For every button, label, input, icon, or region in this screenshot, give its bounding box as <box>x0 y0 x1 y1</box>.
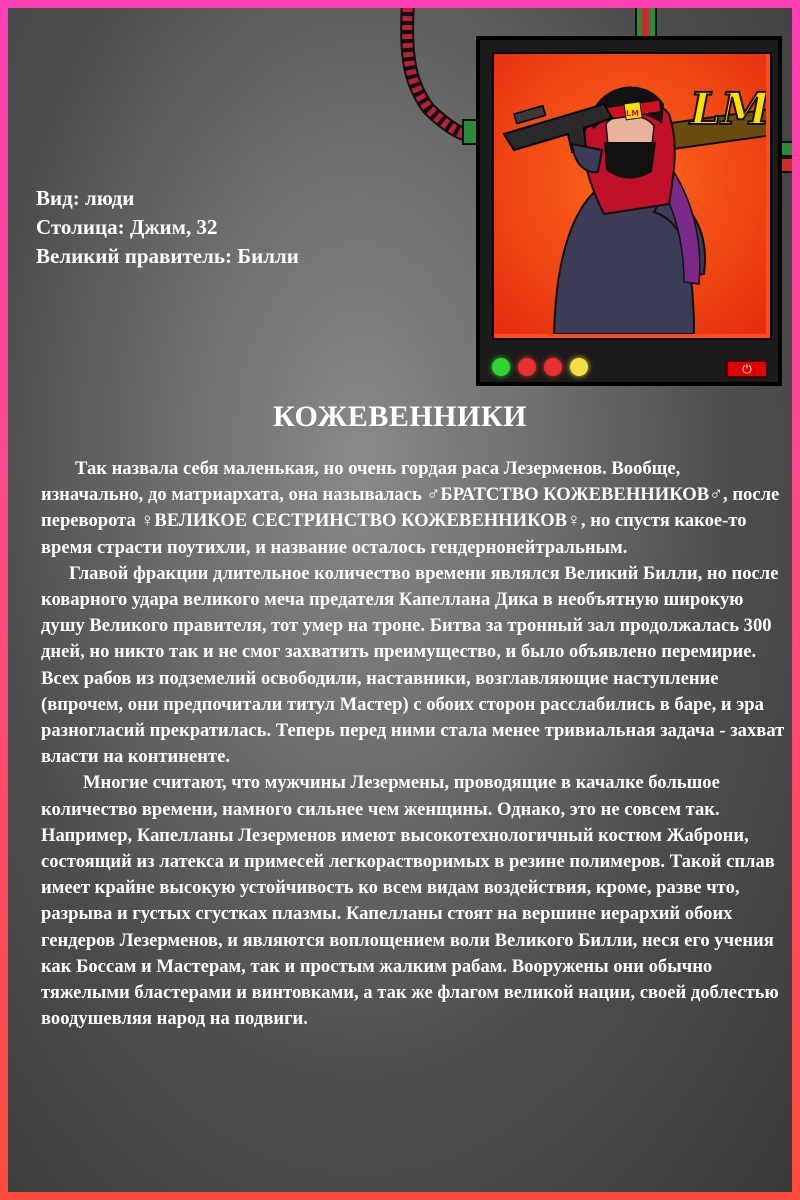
logo-text: LM <box>690 84 766 135</box>
portrait-screen <box>492 52 772 340</box>
red-led-icon <box>518 358 536 376</box>
character-portrait <box>494 54 766 334</box>
headband-text: LM <box>626 109 640 118</box>
paragraph: Главой фракции длительное количество времени являлся Великий Билли, но после коварного удара великого меча предателя Капеллана Дика в необъятную широкую душу Великого правителя, тот умер на троне. Битва за тронный зал продолжалась 300 дней, но никто так и не смог захватить преимущество, и было объявлено перемирие. Всех рабов из подземелий освободили, наставники, возглавляющие наступление (впрочем, они предпочитали титул Мастер) с обоих сторон расслабились в баре, и эра разногласий прекратилась. Теперь перед ними стала менее тривиальная задача - захват власти на континенте. <box>41 562 785 768</box>
faction-description <box>41 456 786 1032</box>
faction-stats <box>36 184 299 271</box>
faction-title: КОЖЕВЕННИКИ <box>273 400 527 433</box>
tv-control-panel <box>480 346 778 382</box>
paragraph: Так назвала себя маленькая, но очень гордая раса Лезерменов. Вообще, изначально, до матриархата, она называлась ♂БРАТСТВО КОЖЕВЕННИКОВ♂, после переворота ♀ВЕЛИКОЕ СЕСТРИНСТВО КОЖЕВЕННИКОВ♀, но спустя какое-то время страсти поутихли, и название осталось гендернонейтральным. <box>41 458 780 558</box>
green-led-icon <box>492 358 510 376</box>
portrait-tv <box>476 36 782 386</box>
cable-clip <box>463 120 477 144</box>
power-button-icon[interactable]: ⏻ <box>726 360 768 378</box>
capital-line: Столица: Джим, 32 <box>36 215 218 239</box>
paragraph: Многие считают, что мужчины Лезермены, проводящие в качалке большое количество времени, намного сильнее чем женщины. Однако, это не совсем так. Например, Капелланы Лезерменов имеют высокотехнологичный костюм Жаброни, состоящий из латекса и примесей легкорастворимых в резине полимеров. Такой сплав имеет крайне высокую устойчивость ко всем видам воздействия, кроме, разве что, разрыва и густых сгустках плазмы. Капелланы стоят на вершине иерархий обоих гендеров Лезерменов, и являются воплощением воли Великого Билли, неся его учения как Боссам и Мастерам, так и простым жалким рабам. Вооружены они обычно тяжелыми бластерами и винтовками, а так же флагом великой нации, своей доблестью воодушевляя народ на подвиги. <box>41 772 779 1030</box>
species-line: Вид: люди <box>36 186 135 210</box>
content-frame <box>8 8 792 1192</box>
ruler-line: Великий правитель: Билли <box>36 244 299 268</box>
yellow-led-icon <box>570 358 588 376</box>
red-led-icon <box>544 358 562 376</box>
